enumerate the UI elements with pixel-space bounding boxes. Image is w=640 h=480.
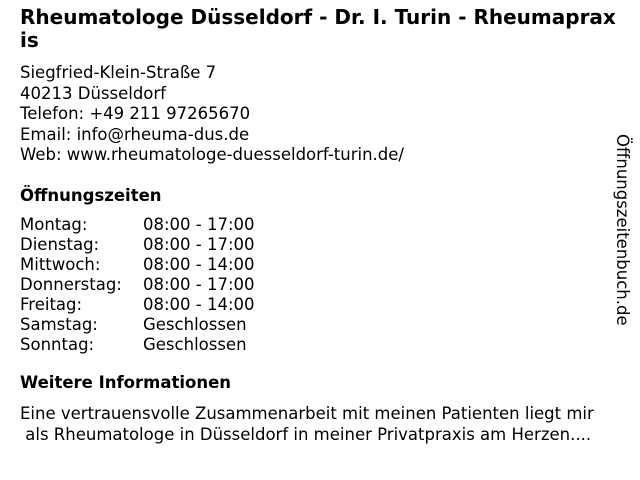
hours-row-sunday <box>20 335 620 355</box>
hours-time: 08:00 - 17:00 <box>143 214 255 234</box>
hours-day: Dienstag: <box>20 234 100 254</box>
address-city: 40213 Düsseldorf <box>20 83 166 103</box>
hours-day: Sonntag: <box>20 334 95 354</box>
opening-hours-table <box>20 215 620 355</box>
hours-row-saturday <box>20 315 620 335</box>
hours-row-thursday <box>20 275 620 295</box>
hours-time: Geschlossen <box>143 314 247 334</box>
hours-day: Donnerstag: <box>20 274 122 294</box>
hours-day: Mittwoch: <box>20 254 101 274</box>
hours-time: 08:00 - 14:00 <box>143 254 255 274</box>
hours-row-friday <box>20 295 620 315</box>
watermark-text: Öffnungszeitenbuch.de <box>613 134 632 326</box>
hours-time: Geschlossen <box>143 334 247 354</box>
contact-block <box>20 63 620 166</box>
more-info-text <box>20 403 620 445</box>
hours-day: Samstag: <box>20 314 98 334</box>
address-street: Siegfried-Klein-Straße 7 <box>20 63 217 82</box>
info-line: Eine vertrauensvolle Zusammenarbeit mit meinen Patienten liegt mir <box>20 403 594 423</box>
page-title: Rheumatologe Düsseldorf - Dr. I. Turin - Rheumapraxis <box>20 5 616 52</box>
more-info-heading: Weitere Informationen <box>20 372 232 392</box>
page-content <box>20 6 620 445</box>
hours-time: 08:00 - 17:00 <box>143 274 255 294</box>
hours-row-monday <box>20 215 620 235</box>
hours-time: 08:00 - 17:00 <box>143 234 255 254</box>
hours-time: 08:00 - 14:00 <box>143 294 255 314</box>
phone-line: Telefon: +49 211 97265670 <box>20 104 251 123</box>
hours-day: Montag: <box>20 214 88 234</box>
web-line: Web: www.rheumatologe-duesseldorf-turin.de/ <box>20 145 404 164</box>
opening-hours-heading: Öffnungszeiten <box>20 185 162 205</box>
email-line: Email: info@rheuma-dus.de <box>20 124 250 144</box>
hours-row-wednesday <box>20 255 620 275</box>
info-line: als Rheumatologe in Düsseldorf in meiner Privatpraxis am Herzen.... <box>20 424 592 444</box>
hours-row-tuesday <box>20 235 620 255</box>
hours-day: Freitag: <box>20 294 83 314</box>
